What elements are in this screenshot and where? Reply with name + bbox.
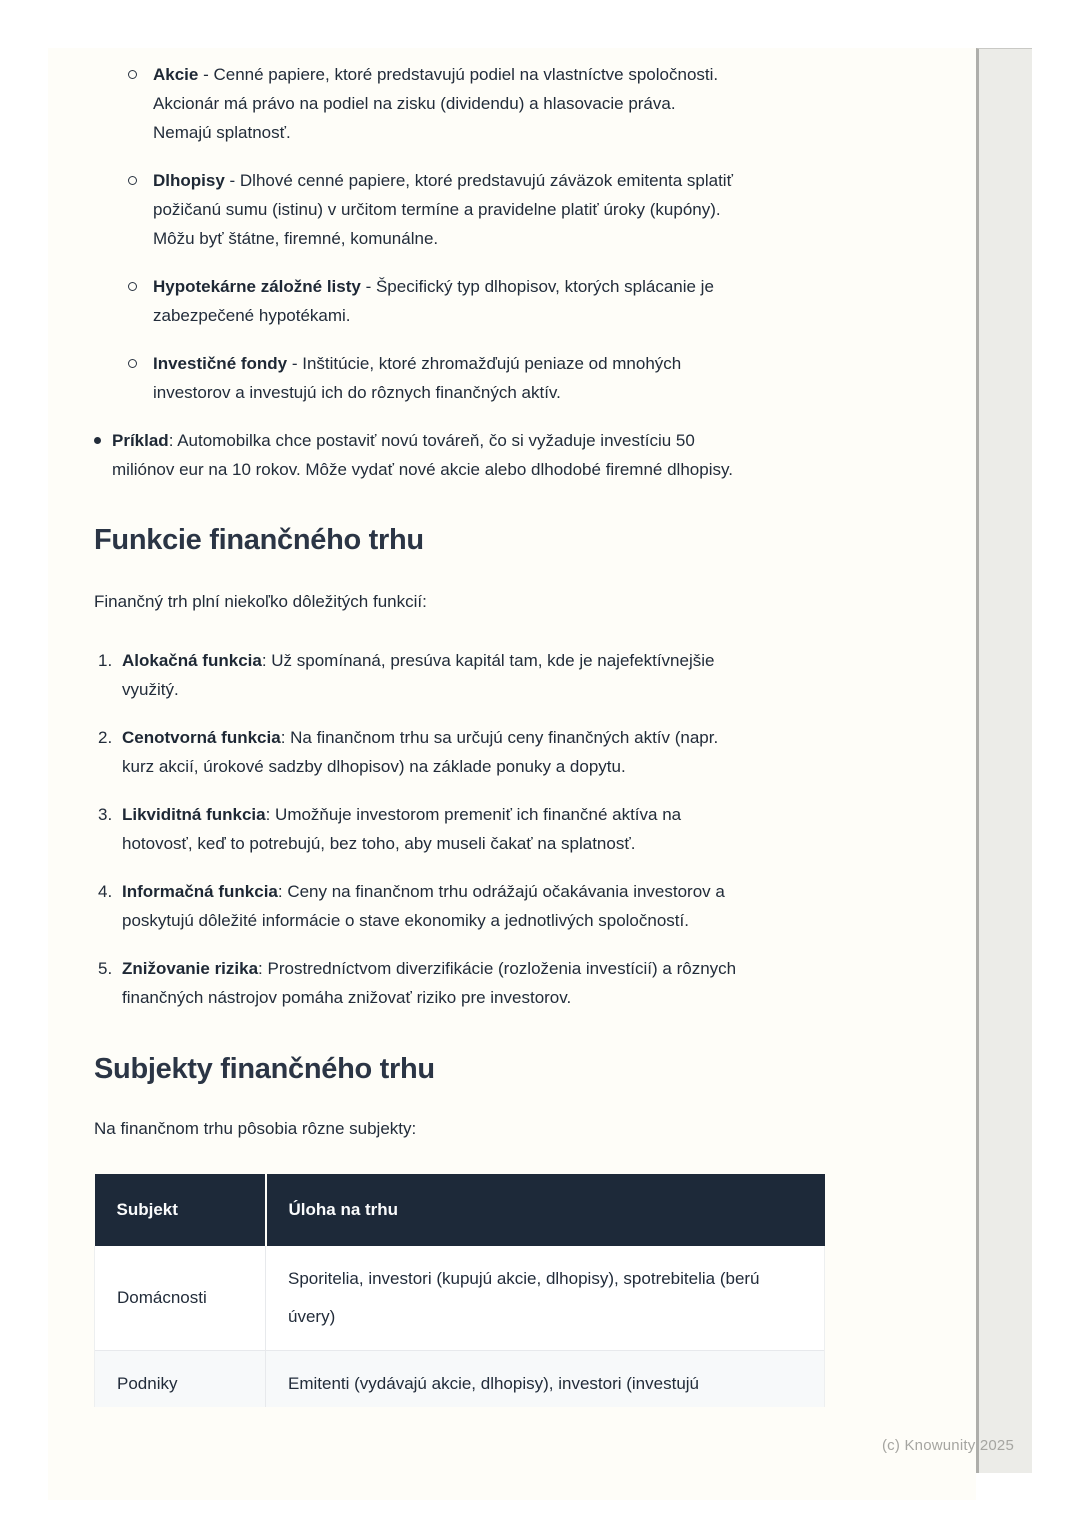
- subjects-intro: Na finančnom trhu pôsobia rôzne subjekty:: [94, 1119, 417, 1138]
- numbered-item-5: [94, 954, 740, 1012]
- item-number: 1.: [98, 651, 113, 670]
- page-content: [48, 48, 976, 1407]
- term-description: - Špecifický typ dlhopisov, ktorých splácanie je zabezpečené hypotékami.: [153, 277, 714, 325]
- item-number: 5.: [98, 959, 113, 978]
- term-label: Znižovanie rizika: [122, 959, 259, 978]
- table-header-role: Úloha na trhu: [266, 1174, 825, 1246]
- section-heading-subjects: Subjekty finančného trhu: [94, 1053, 435, 1085]
- term-description: - Dlhové cenné papiere, ktoré predstavujú záväzok emitenta splatiť požičanú sumu (istinu) v určitom termíne a pravidelne platiť úroky (kupóny). Môžu byť štátne, firemné, komunálne.: [153, 171, 733, 248]
- term-label: Hypotekárne záložné listy: [153, 277, 361, 296]
- cell-subject: Podniky: [95, 1351, 266, 1408]
- term-description: : Na finančnom trhu sa určujú ceny finančných aktív (napr. kurz akcií, úrokové sadzby dlhopisov) na základe ponuky a dopytu.: [122, 728, 719, 776]
- term-description: - Inštitúcie, ktoré zhromažďujú peniaze od mnohých investorov a investujú ich do rôznych finančných aktív.: [153, 354, 682, 402]
- list-item-hypotekarne: [94, 272, 734, 330]
- term-description: : Prostredníctvom diverzifikácie (rozloženia investícií) a rôznych finančných nástrojov pomáha znižovať riziko pre investorov.: [122, 959, 737, 1007]
- page-edge-strip: [976, 48, 1032, 1473]
- example-label: Príklad: [112, 431, 169, 450]
- example-item: [94, 426, 754, 484]
- document-page: [48, 48, 976, 1500]
- bullet-circle-icon: [128, 176, 137, 185]
- functions-intro: Finančný trh plní niekoľko dôležitých funkcií:: [94, 592, 427, 611]
- term-label: Cenotvorná funkcia: [122, 728, 281, 747]
- subjects-table-container: [94, 1174, 825, 1407]
- section-heading-functions: Funkcie finančného trhu: [94, 524, 424, 556]
- item-number: 2.: [98, 728, 113, 747]
- term-label: Investičné fondy: [153, 354, 288, 373]
- cell-role: Emitenti (vydávajú akcie, dlhopisy), investori (investujú: [266, 1351, 825, 1408]
- bullet-circle-icon: [128, 359, 137, 368]
- numbered-item-3: [94, 800, 740, 858]
- table-row-domacnosti: [95, 1246, 825, 1351]
- numbered-item-1: [94, 646, 740, 704]
- list-item-akcie: [94, 60, 734, 147]
- term-label: Akcie: [153, 65, 199, 84]
- bullet-circle-icon: [128, 70, 137, 79]
- bullet-dot-icon: [94, 437, 101, 444]
- term-label: Dlhopisy: [153, 171, 225, 190]
- list-item-fondy: [94, 349, 734, 407]
- list-item-dlhopisy: [94, 166, 734, 253]
- copyright-watermark: (c) Knowunity 2025: [881, 1437, 1014, 1454]
- table-header-row: [95, 1174, 825, 1246]
- subjects-table: [94, 1174, 825, 1407]
- table-header-subject: Subjekt: [95, 1174, 266, 1246]
- term-label: Alokačná funkcia: [122, 651, 262, 670]
- term-description: : Už spomínaná, presúva kapitál tam, kde je najefektívnejšie využitý.: [122, 651, 715, 699]
- term-description: : Ceny na finančnom trhu odrážajú očakávania investorov a poskytujú dôležité informácie o stave ekonomiky a jednotlivých spoločností.: [122, 882, 725, 930]
- item-number: 3.: [98, 805, 113, 824]
- financial-instruments-list: [94, 60, 976, 407]
- term-label: Likviditná funkcia: [122, 805, 266, 824]
- functions-list: [94, 646, 976, 1012]
- term-description: : Umožňuje investorom premeniť ich finančné aktíva na hotovosť, keď to potrebujú, bez toho, aby museli čakať na splatnosť.: [122, 805, 682, 853]
- numbered-item-2: [94, 723, 740, 781]
- example-text: : Automobilka chce postaviť novú továreň, čo si vyžaduje investíciu 50 miliónov eur na 10 rokov. Môže vydať nové akcie alebo dlhodobé firemné dlhopisy.: [112, 431, 733, 479]
- bullet-circle-icon: [128, 282, 137, 291]
- table-row-podniky: [95, 1351, 825, 1408]
- item-number: 4.: [98, 882, 113, 901]
- numbered-item-4: [94, 877, 740, 935]
- cell-role: Sporitelia, investori (kupujú akcie, dlhopisy), spotrebitelia (berú úvery): [266, 1246, 825, 1351]
- term-label: Informačná funkcia: [122, 882, 278, 901]
- cell-subject: Domácnosti: [95, 1246, 266, 1351]
- term-description: - Cenné papiere, ktoré predstavujú podiel na vlastníctve spoločnosti. Akcionár má právo na podiel na zisku (dividendu) a hlasovacie práva. Nemajú splatnosť.: [153, 65, 719, 142]
